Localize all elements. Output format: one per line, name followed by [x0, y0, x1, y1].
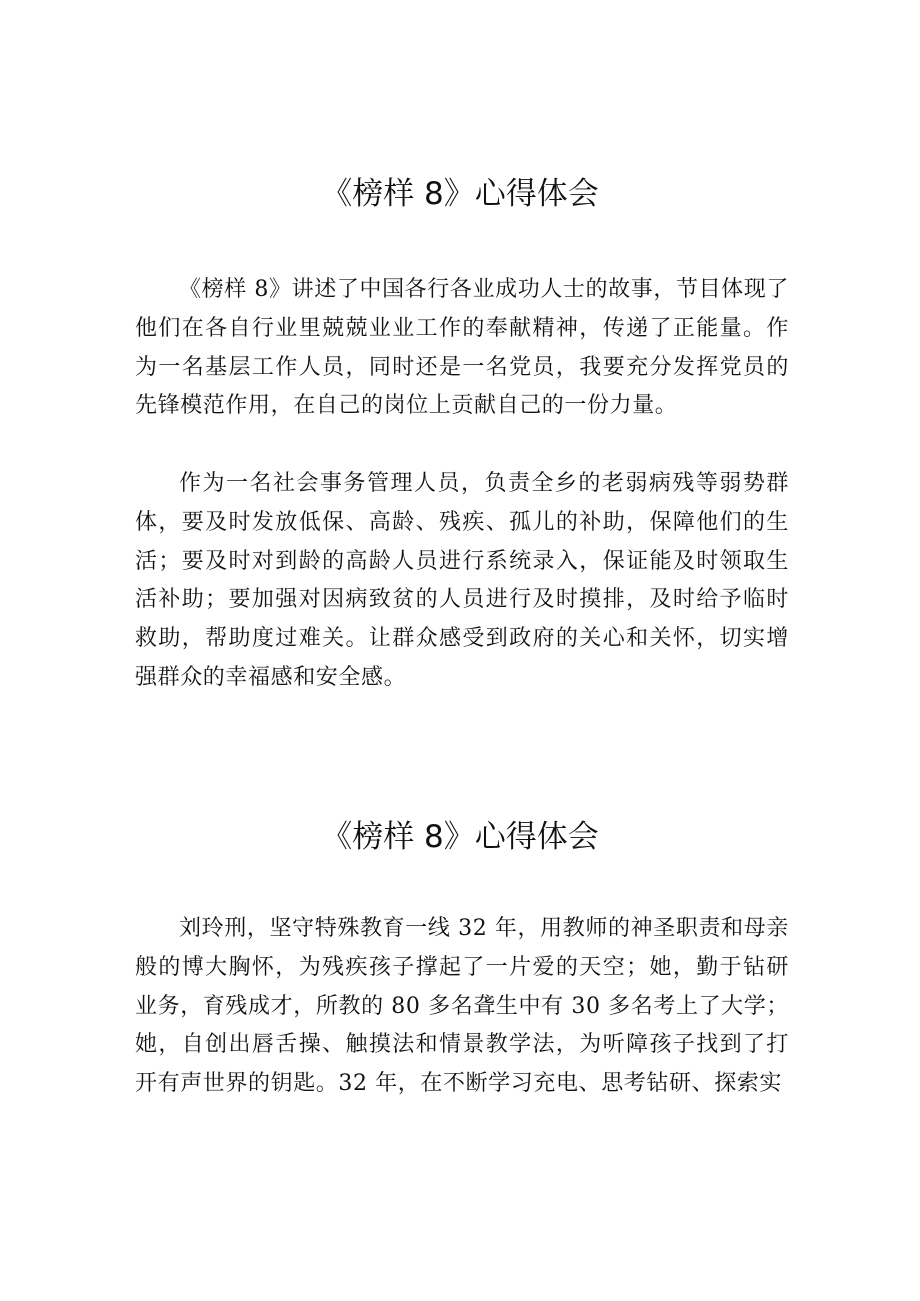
- section-2-paragraph-1: 刘玲刑，坚守特殊教育一线 32 年，用教师的神圣职责和母亲般的博大胸怀，为残疾孩子撑起了一片爱的天空；她，勤于钻研业务，育残成才，所教的 80 多名聋生中有 30 多名考上了大学；她，自创出唇舌操、触摸法和情景教学法，为听障孩子找到了打开有声世界的钥匙。32 年，在不断学习充电、思考钻研、探索实: [135, 916, 789, 1097]
- section-1-title: 《榜样 8》心得体会: [321, 176, 599, 212]
- section-1-paragraph-1: 《榜样 8》讲述了中国各行各业成功人士的故事，节目体现了他们在各自行业里兢兢业业工作的奉献精神，传递了正能量。作为一名基层工作人员，同时还是一名党员，我要充分发挥党员的先锋模范作用，在自己的岗位上贡献自己的一份力量。: [135, 277, 789, 419]
- section-2-title: 《榜样 8》心得体会: [321, 819, 599, 855]
- section-1-paragraph-2: 作为一名社会事务管理人员，负责全乡的老弱病残等弱势群体，要及时发放低保、高龄、残疾、孤儿的补助，保障他们的生活；要及时对到龄的高龄人员进行系统录入，保证能及时领取生活补助；要加强对因病致贫的人员进行及时摸排，及时给予临时救助，帮助度过难关。让群众感受到政府的关心和关怀，切实增强群众的幸福感和安全感。: [135, 471, 789, 690]
